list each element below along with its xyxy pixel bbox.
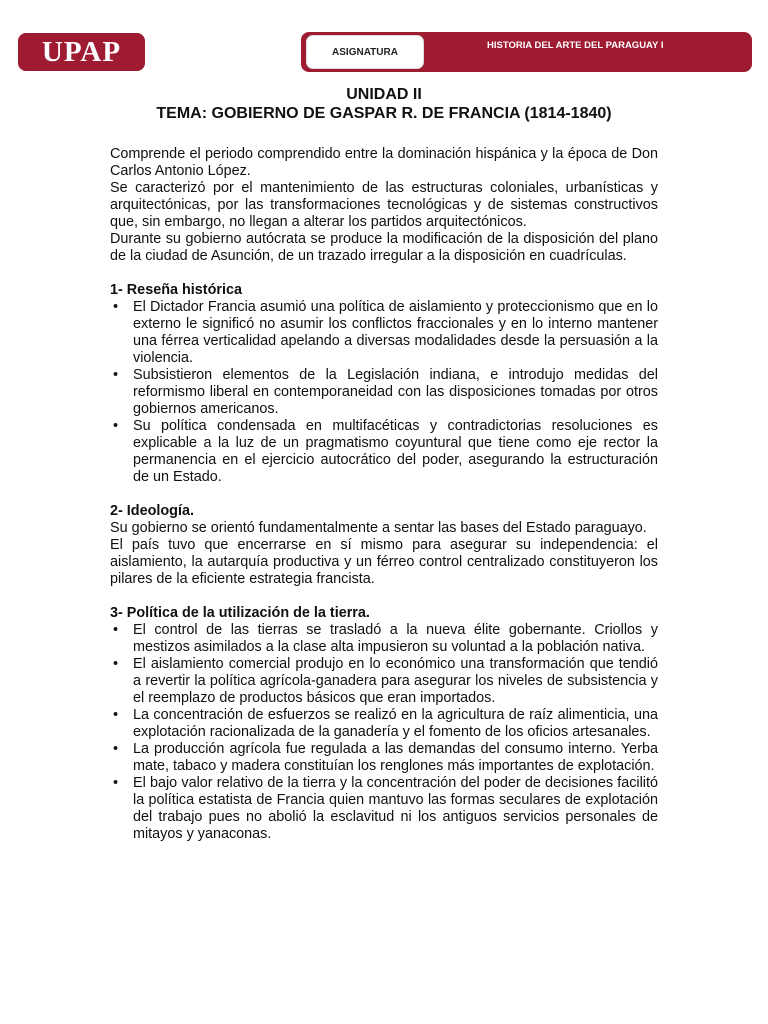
list-item: • Subsistieron elementos de la Legislación indiana, e introdujo medidas del reformismo liberal en contemporaneidad con las disposiciones tomadas por otros gobiernos americanos. bbox=[110, 367, 658, 418]
section-title: 2- Ideología. bbox=[110, 503, 194, 519]
intro-paragraph: Durante su gobierno autócrata se produce la modificación de la disposición del plano de la ciudad de Asunción, de un trazado irregular a la disposición en cuadrículas. bbox=[110, 231, 658, 264]
asignatura-label: ASIGNATURA bbox=[306, 35, 424, 69]
topic-title: TEMA: GOBIERNO DE GASPAR R. DE FRANCIA (1814-1840) bbox=[156, 105, 612, 122]
list-item: • El bajo valor relativo de la tierra y la concentración del poder de decisiones facilitó la política estatista de Francia quien mantuvo las formas seculares de explotación del trabajo pues no abolió la esclavitud ni los antiguos servicios personales de mitayos y yanaconas. bbox=[110, 775, 658, 843]
intro-paragraph: Se caracterizó por el mantenimiento de las estructuras coloniales, urbanísticas y arquitectónicas, por las transformaciones tecnológicas y de sistemas constructivos que, sin embargo, no llegan a alterar los partidos arquitectónicos. bbox=[110, 180, 658, 230]
list-item: • La producción agrícola fue regulada a las demandas del consumo interno. Yerba mate, tabaco y madera constituían los renglones más importantes de explotación. bbox=[110, 741, 658, 775]
section-title: 1- Reseña histórica bbox=[110, 282, 242, 298]
list-item: • La concentración de esfuerzos se realizó en la agricultura de raíz alimenticia, una explotación racionalizada de la ganadería y el fomento de los oficios artesanales. bbox=[110, 707, 658, 741]
list-item: • El aislamiento comercial produjo en lo económico una transformación que tendió a revertir la política agrícola-ganadera para asegurar los niveles de subsistencia y el reemplazo de productos básicos que eran importados. bbox=[110, 656, 658, 707]
section-paragraph: Su gobierno se orientó fundamentalmente a sentar las bases del Estado paraguayo. bbox=[110, 520, 647, 536]
section-paragraph: El país tuvo que encerrarse en sí mismo para asegurar su independencia: el aislamiento, la autarquía productiva y un férreo control centralizado constituyeron los pilares de la eficiente estrategia francista. bbox=[110, 537, 658, 587]
bullet-list bbox=[110, 622, 658, 843]
unit-title: UNIDAD II bbox=[346, 86, 422, 103]
bullet-list bbox=[110, 299, 658, 486]
document-body bbox=[110, 146, 658, 843]
list-item: • El Dictador Francia asumió una política de aislamiento y proteccionismo que en lo externo le significó no asumir los conflictos fraccionales y en lo interno mantener una férrea verticalidad apelando a diversas modalidades desde la persuasión a la violencia. bbox=[110, 299, 658, 367]
course-name: HISTORIA DEL ARTE DEL PARAGUAY I bbox=[487, 40, 664, 51]
intro-paragraph: Comprende el periodo comprendido entre la dominación hispánica y la época de Don Carlos Antonio López. bbox=[110, 146, 658, 179]
upap-logo bbox=[18, 33, 145, 71]
list-item: • El control de las tierras se trasladó a la nueva élite gobernante. Criollos y mestizos asimilados a la clase alta impusieron su voluntad a la población nativa. bbox=[110, 622, 658, 656]
list-item: • Su política condensada en multifacéticas y contradictorias resoluciones es explicable a la luz de un pragmatismo coyuntural que tiene como eje rector la permanencia en el ejercicio autocrático del poder, asegurando la estructuración de un Estado. bbox=[110, 418, 658, 486]
section-title: 3- Política de la utilización de la tierra. bbox=[110, 605, 370, 621]
logo-text: UPAP bbox=[41, 35, 122, 68]
